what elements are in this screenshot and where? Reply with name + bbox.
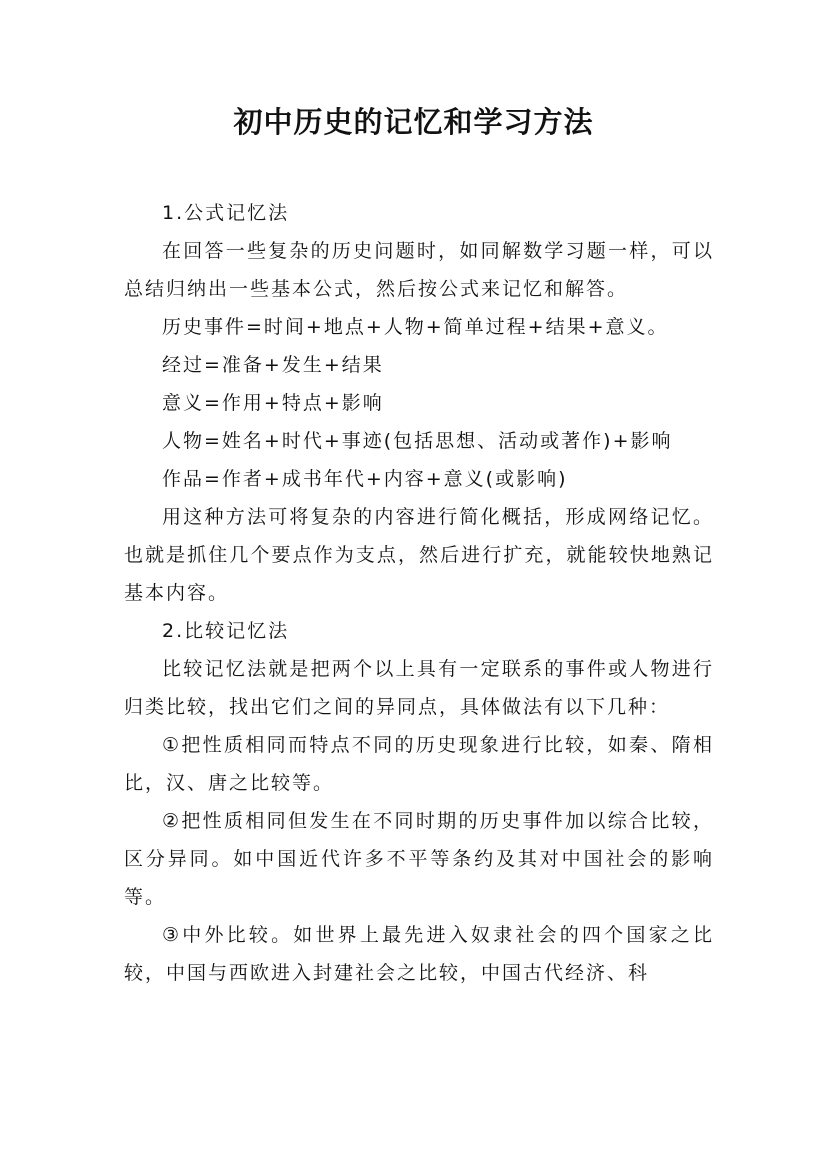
formula-line-work: 作品=作者+成书年代+内容+意义(或影响) bbox=[162, 468, 568, 490]
list-item-comparison-1: ①把性质相同而特点不同的历史现象进行比较，如秦、隋相比，汉、唐之比较等。 bbox=[124, 734, 714, 794]
paragraph-formula-intro: 在回答一些复杂的历史问题时，如同解数学习题一样，可以总结归纳出一些基本公式，然后按公式来记忆和解答。 bbox=[124, 240, 714, 300]
formula-line-process: 经过=准备+发生+结果 bbox=[162, 354, 384, 376]
formula-line-significance: 意义=作用+特点+影响 bbox=[162, 392, 384, 414]
formula-line-person: 人物=姓名+时代+事迹(包括思想、活动或著作)+影响 bbox=[162, 430, 673, 452]
section-heading-formula-memory: 1.公式记忆法 bbox=[162, 202, 290, 224]
list-item-comparison-3: ③中外比较。如世界上最先进入奴隶社会的四个国家之比较，中国与西欧进入封建社会之比较，中国古代经济、科 bbox=[124, 924, 714, 984]
section-heading-comparison-memory: 2.比较记忆法 bbox=[162, 620, 290, 642]
document-body bbox=[124, 194, 714, 992]
paragraph-formula-summary: 用这种方法可将复杂的内容进行简化概括，形成网络记忆。也就是抓住几个要点作为支点，然后进行扩充，就能较快地熟记基本内容。 bbox=[124, 506, 714, 604]
paragraph-comparison-intro: 比较记忆法就是把两个以上具有一定联系的事件或人物进行归类比较，找出它们之间的异同点，具体做法有以下几种： bbox=[124, 658, 714, 718]
formula-line-event: 历史事件=时间+地点+人物+简单过程+结果+意义。 bbox=[162, 316, 669, 338]
list-item-comparison-2: ②把性质相同但发生在不同时期的历史事件加以综合比较，区分异同。如中国近代许多不平等条约及其对中国社会的影响等。 bbox=[124, 810, 714, 908]
document-title: 初中历史的记忆和学习方法 bbox=[233, 105, 594, 139]
